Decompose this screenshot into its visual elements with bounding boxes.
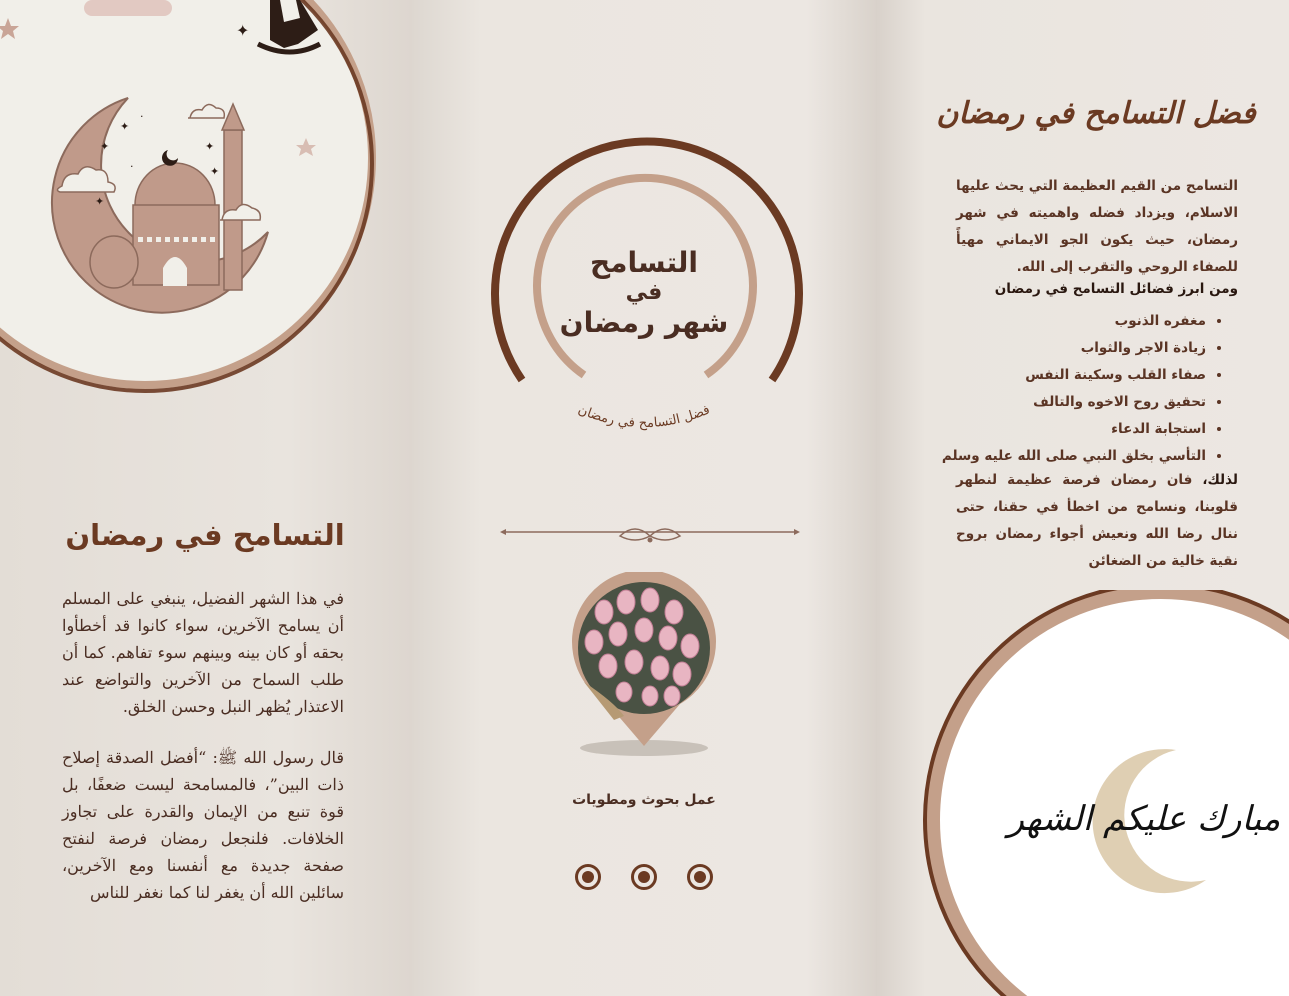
list-item: • تحقيق روح الاخوه والتالف bbox=[906, 389, 1206, 416]
page-dot-3[interactable] bbox=[687, 864, 713, 890]
right-panel bbox=[876, 0, 1289, 996]
virtues-list bbox=[906, 308, 1238, 470]
page-dot-1[interactable] bbox=[575, 864, 601, 890]
left-panel-title: التسامح في رمضان bbox=[65, 518, 345, 552]
svg-text:✦: ✦ bbox=[120, 120, 130, 133]
circle-title-line-2: في bbox=[625, 280, 663, 305]
svg-text:✦: ✦ bbox=[236, 21, 250, 40]
mosque-crescent-illustration bbox=[0, 0, 412, 400]
ornament-divider bbox=[500, 522, 800, 546]
circle-title-line-1: التسامح bbox=[589, 246, 699, 279]
arc-text: فضل التسامح في رمضان bbox=[575, 402, 713, 432]
middle-panel bbox=[412, 0, 876, 996]
circle-title-line-3: شهر رمضان bbox=[559, 306, 729, 339]
right-intro-paragraph: التسامح من القيم العظيمة التي يحث عليها الاسلام، ويزداد فضله واهميته في شهر رمضان، حيث يكون الجو الايماني مهيأً للصفاء الروحي والتقرب إلى الله. bbox=[956, 178, 1238, 275]
list-item: • صفاء القلب وسكينة النفس bbox=[906, 362, 1206, 389]
virtues-list-heading: ومن ابرز فضائل التسامح في رمضان bbox=[994, 281, 1238, 297]
title-circle-graphic bbox=[412, 0, 876, 460]
svg-text:✦: ✦ bbox=[210, 165, 220, 178]
conclusion-text: فان رمضان فرصة عظيمة لنطهر قلوبنا، ونسامح من اخطأ في حقنا، حتى ننال رضا الله ونعيش أجواء رمضان بروح نقية خالية من الضغائن bbox=[956, 472, 1238, 569]
page-dot-2[interactable] bbox=[631, 864, 657, 890]
right-conclusion-paragraph bbox=[956, 467, 1238, 575]
circle-title bbox=[544, 248, 744, 338]
calligraphy-text: مبارك عليكم الشهر bbox=[1007, 799, 1281, 839]
svg-text:✦: ✦ bbox=[100, 140, 110, 153]
list-item: • استجابة الدعاء bbox=[906, 416, 1206, 443]
left-paragraph-2: قال رسول الله ﷺ: “أفضل الصدقة إصلاح ذات البين”، فالمسامحة ليست ضعفًا، بل قوة تنبع من الإيمان والقدرة على تجاوز الخلافات. فلنجعل رمضان فرصة لنفتح صفحة جديدة مع أنفسنا ومع الآخرين، سائلين الله أن يغفر لنا كما نغفر للناس bbox=[62, 748, 344, 902]
right-panel-title: فضل التسامح في رمضان bbox=[936, 96, 1256, 131]
svg-text:·: · bbox=[140, 110, 144, 123]
conclusion-lead: لذلك، bbox=[1202, 472, 1238, 488]
svg-text:·: · bbox=[130, 160, 134, 173]
svg-text:✦: ✦ bbox=[205, 140, 215, 153]
middle-caption: عمل بحوث ومطويات bbox=[572, 792, 716, 808]
list-item: • التأسي بخلق النبي صلى الله عليه وسلم bbox=[906, 443, 1206, 470]
location-pin-photo bbox=[564, 572, 724, 762]
svg-text:✦: ✦ bbox=[95, 195, 105, 208]
cloud-icon bbox=[84, 0, 172, 16]
list-item: • مغفره الذنوب bbox=[906, 308, 1206, 335]
left-paragraph-1: في هذا الشهر الفضيل، ينبغي على المسلم أن يسامح الآخرين، سواء كانوا قد أخطأوا بحقه أو كان بينه وبينهم سوء تفاهم. كما أن طلب السماح من الآخرين والتواضع عند الاعتذار يُظهر النبل وحسن الخلق. bbox=[62, 589, 344, 716]
left-panel bbox=[0, 0, 412, 996]
list-item: • زيادة الاجر والثواب bbox=[906, 335, 1206, 362]
calligraphy-circle bbox=[876, 590, 1289, 996]
